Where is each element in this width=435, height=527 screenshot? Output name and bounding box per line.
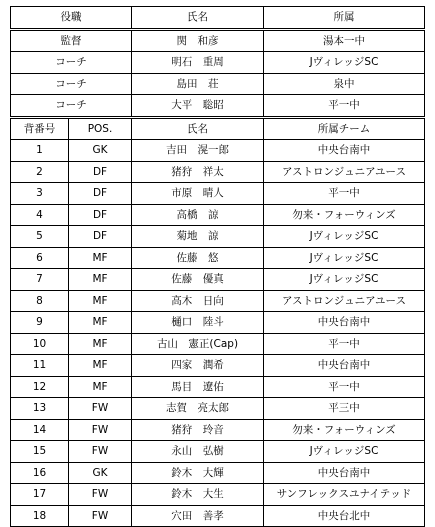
player-position: DF [69,204,132,226]
player-team: JヴィレッジSC [264,441,425,463]
team-header: 所属チーム [264,117,425,140]
staff-role: 監督 [11,29,132,52]
staff-row [11,29,425,52]
player-position: GK [69,462,132,484]
player-team: JヴィレッジSC [264,247,425,269]
player-row [11,183,425,205]
player-position: MF [69,355,132,377]
staff-affiliation: 平一中 [264,95,425,118]
player-name: 四家 潤希 [132,355,264,377]
player-row [11,462,425,484]
staff-name: 関 和彦 [132,29,264,52]
player-team: 中央台南中 [264,140,425,162]
player-team: アストロンジュニアユース [264,290,425,312]
roster-document [10,6,425,527]
staff-name-header: 氏名 [132,7,264,30]
player-number: 12 [11,376,69,398]
player-row [11,290,425,312]
player-number: 3 [11,183,69,205]
player-number: 7 [11,269,69,291]
player-position: FW [69,398,132,420]
staff-row [11,95,425,118]
player-row [11,355,425,377]
player-team: 勿来・フォーウィンズ [264,419,425,441]
staff-role: コーチ [11,52,132,74]
player-team: 中央台南中 [264,355,425,377]
player-position: MF [69,247,132,269]
player-row [11,312,425,334]
player-team: JヴィレッジSC [264,226,425,248]
player-position: FW [69,419,132,441]
staff-affiliation-header: 所属 [264,7,425,30]
player-position: MF [69,269,132,291]
player-name: 猪狩 祥太 [132,161,264,183]
player-row [11,333,425,355]
player-number: 4 [11,204,69,226]
player-team: サンフレックスユナイテッド [264,484,425,506]
player-row [11,269,425,291]
player-number: 9 [11,312,69,334]
player-team: 平三中 [264,398,425,420]
player-number: 8 [11,290,69,312]
player-team: 平一中 [264,333,425,355]
player-name: 穴田 善孝 [132,505,264,527]
player-team: 勿来・フォーウィンズ [264,204,425,226]
player-name: 高木 日向 [132,290,264,312]
player-number: 1 [11,140,69,162]
player-row [11,484,425,506]
pos-header: POS. [69,117,132,140]
player-number: 6 [11,247,69,269]
player-name: 佐藤 優真 [132,269,264,291]
staff-affiliation: JヴィレッジSC [264,52,425,74]
player-row [11,441,425,463]
staff-row [11,52,425,74]
staff-affiliation: 泉中 [264,73,425,95]
player-position: GK [69,140,132,162]
player-team: 中央台北中 [264,505,425,527]
player-name: 馬目 遼佑 [132,376,264,398]
player-row [11,419,425,441]
player-name: 菊地 諒 [132,226,264,248]
player-number: 5 [11,226,69,248]
player-position: FW [69,484,132,506]
player-position: FW [69,505,132,527]
player-row [11,226,425,248]
player-number: 13 [11,398,69,420]
player-position: MF [69,290,132,312]
player-number: 2 [11,161,69,183]
player-position: MF [69,333,132,355]
staff-affiliation: 湯本一中 [264,29,425,52]
player-team: 平一中 [264,183,425,205]
staff-row [11,73,425,95]
player-name-header: 氏名 [132,117,264,140]
player-row [11,247,425,269]
player-number: 15 [11,441,69,463]
player-number: 10 [11,333,69,355]
player-row [11,140,425,162]
staff-role-header: 役職 [11,7,132,30]
player-name: 樋口 陸斗 [132,312,264,334]
roster-table [10,6,425,527]
player-number: 18 [11,505,69,527]
player-name: 鈴木 大生 [132,484,264,506]
player-position: DF [69,183,132,205]
player-team: JヴィレッジSC [264,269,425,291]
staff-role: コーチ [11,95,132,118]
player-team: 中央台南中 [264,462,425,484]
player-team: アストロンジュニアユース [264,161,425,183]
player-team: 平一中 [264,376,425,398]
player-number: 14 [11,419,69,441]
staff-name: 明石 重周 [132,52,264,74]
player-position: MF [69,312,132,334]
players-header-row [11,117,425,140]
player-position: DF [69,161,132,183]
player-number: 16 [11,462,69,484]
player-name: 永山 弘樹 [132,441,264,463]
player-name: 高橋 諒 [132,204,264,226]
player-row [11,204,425,226]
player-row [11,161,425,183]
staff-name: 大平 聡昭 [132,95,264,118]
player-team: 中央台南中 [264,312,425,334]
staff-name: 島田 荘 [132,73,264,95]
player-name: 吉田 滉一郎 [132,140,264,162]
player-row [11,376,425,398]
player-name: 古山 憲正(Cap) [132,333,264,355]
player-position: FW [69,441,132,463]
player-name: 猪狩 玲音 [132,419,264,441]
player-name: 市原 晴人 [132,183,264,205]
player-name: 鈴木 大輝 [132,462,264,484]
player-row [11,505,425,527]
staff-header-row [11,7,425,30]
number-header: 背番号 [11,117,69,140]
player-position: MF [69,376,132,398]
player-number: 11 [11,355,69,377]
staff-role: コーチ [11,73,132,95]
player-name: 佐藤 悠 [132,247,264,269]
player-row [11,398,425,420]
player-name: 志賀 亮太郎 [132,398,264,420]
player-position: DF [69,226,132,248]
player-number: 17 [11,484,69,506]
